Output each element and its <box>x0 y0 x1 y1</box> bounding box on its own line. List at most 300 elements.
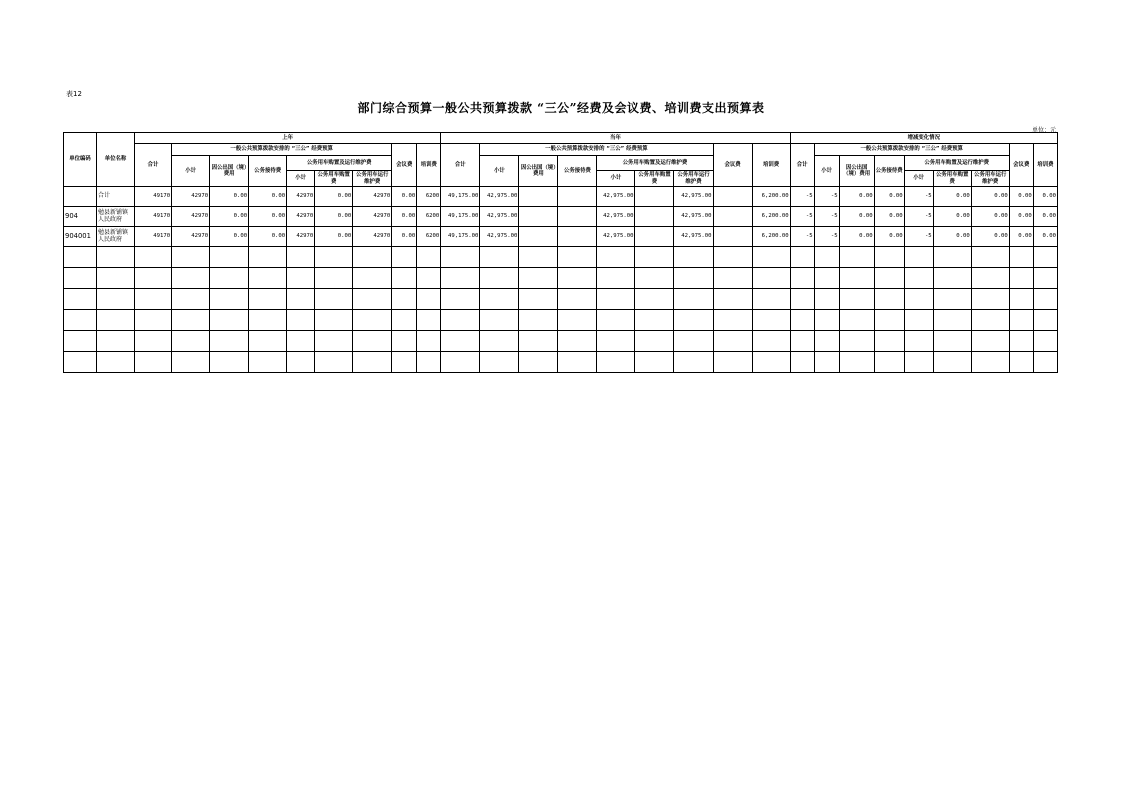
empty-cell <box>971 247 1009 268</box>
change-value-cell: 0.00 <box>1009 207 1033 227</box>
empty-cell <box>315 289 353 310</box>
empty-cell <box>249 268 287 289</box>
empty-cell <box>315 331 353 352</box>
curr-value-cell <box>635 187 674 207</box>
empty-cell <box>64 289 97 310</box>
empty-cell <box>790 310 814 331</box>
header-prev-reception: 公务接待费 <box>249 156 287 187</box>
empty-cell <box>904 352 933 373</box>
empty-cell <box>249 310 287 331</box>
empty-cell <box>971 268 1009 289</box>
empty-cell <box>172 352 210 373</box>
empty-cell <box>971 310 1009 331</box>
empty-cell <box>558 310 597 331</box>
empty-cell <box>210 289 249 310</box>
empty-cell <box>713 352 752 373</box>
change-value-cell: 0.00 <box>971 227 1009 247</box>
curr-value-cell <box>713 207 752 227</box>
empty-cell <box>64 247 97 268</box>
header-change-subtotal: 小计 <box>814 156 839 187</box>
empty-cell <box>874 310 904 331</box>
change-value-cell: 0.00 <box>1009 227 1033 247</box>
empty-cell <box>353 247 392 268</box>
empty-cell <box>64 352 97 373</box>
empty-cell <box>287 352 315 373</box>
empty-cell <box>790 352 814 373</box>
empty-row <box>64 310 1058 331</box>
empty-cell <box>1033 268 1057 289</box>
header-change-sangong: 一般公共预算拨款安排的 “三公” 经费预算 <box>814 144 1009 156</box>
empty-cell <box>417 268 441 289</box>
curr-value-cell: 42,975.00 <box>674 227 713 247</box>
empty-cell <box>1009 352 1033 373</box>
prev-value-cell: 0.00 <box>392 207 417 227</box>
empty-cell <box>752 310 790 331</box>
empty-cell <box>839 247 874 268</box>
prev-value-cell: 42970 <box>353 227 392 247</box>
prev-value-cell: 6200 <box>417 207 441 227</box>
empty-cell <box>519 352 558 373</box>
empty-cell <box>558 289 597 310</box>
empty-cell <box>97 247 135 268</box>
change-value-cell: 0.00 <box>933 207 971 227</box>
empty-cell <box>210 352 249 373</box>
empty-cell <box>874 331 904 352</box>
empty-row <box>64 268 1058 289</box>
header-change-total: 合计 <box>790 144 814 187</box>
empty-cell <box>135 352 172 373</box>
empty-cell <box>933 289 971 310</box>
empty-cell <box>1009 289 1033 310</box>
empty-cell <box>353 331 392 352</box>
change-value-cell: -5 <box>904 227 933 247</box>
empty-cell <box>353 268 392 289</box>
change-value-cell: -5 <box>790 187 814 207</box>
empty-cell <box>635 289 674 310</box>
empty-cell <box>1033 247 1057 268</box>
empty-cell <box>249 247 287 268</box>
empty-cell <box>210 247 249 268</box>
empty-cell <box>874 247 904 268</box>
empty-cell <box>597 331 635 352</box>
empty-cell <box>441 352 480 373</box>
empty-cell <box>315 268 353 289</box>
empty-cell <box>904 289 933 310</box>
empty-cell <box>172 331 210 352</box>
empty-cell <box>1033 331 1057 352</box>
prev-value-cell: 42970 <box>287 187 315 207</box>
empty-cell <box>971 331 1009 352</box>
curr-value-cell <box>519 227 558 247</box>
empty-cell <box>713 289 752 310</box>
empty-cell <box>933 352 971 373</box>
empty-cell <box>752 289 790 310</box>
empty-cell <box>392 331 417 352</box>
table-row <box>64 207 1058 227</box>
table-row <box>64 187 1058 207</box>
empty-cell <box>790 247 814 268</box>
empty-cell <box>249 289 287 310</box>
change-value-cell: -5 <box>790 207 814 227</box>
empty-cell <box>713 310 752 331</box>
header-change-abroad: 因公出国（境）费用 <box>839 156 874 187</box>
curr-value-cell: 42,975.00 <box>597 207 635 227</box>
prev-value-cell: 42970 <box>287 227 315 247</box>
empty-cell <box>97 352 135 373</box>
header-change-vehicle: 公务用车购置及运行维护费 <box>904 156 1009 171</box>
header-curr-meeting: 会议费 <box>713 144 752 187</box>
empty-cell <box>597 310 635 331</box>
empty-cell <box>1033 289 1057 310</box>
empty-cell <box>839 268 874 289</box>
empty-cell <box>752 352 790 373</box>
prev-value-cell: 0.00 <box>249 207 287 227</box>
change-value-cell: 0.00 <box>839 187 874 207</box>
prev-value-cell: 49170 <box>135 187 172 207</box>
empty-cell <box>519 331 558 352</box>
budget-table <box>63 132 1058 373</box>
empty-cell <box>558 247 597 268</box>
empty-cell <box>480 310 519 331</box>
header-prev-training: 培训费 <box>417 144 441 187</box>
empty-cell <box>417 352 441 373</box>
empty-cell <box>635 268 674 289</box>
change-value-cell: 0.00 <box>874 187 904 207</box>
empty-cell <box>814 310 839 331</box>
empty-cell <box>674 268 713 289</box>
change-value-cell: -5 <box>814 187 839 207</box>
empty-cell <box>933 331 971 352</box>
curr-value-cell: 42,975.00 <box>674 187 713 207</box>
curr-value-cell <box>713 187 752 207</box>
prev-value-cell: 6200 <box>417 227 441 247</box>
curr-value-cell: 42,975.00 <box>674 207 713 227</box>
empty-cell <box>353 352 392 373</box>
change-value-cell: 0.00 <box>1033 187 1057 207</box>
unit-code-cell <box>64 187 97 207</box>
header-prev-sangong: 一般公共预算拨款安排的 “三公” 经费预算 <box>172 144 392 156</box>
empty-cell <box>971 289 1009 310</box>
empty-cell <box>287 247 315 268</box>
header-prev-vehicle: 公务用车购置及运行维护费 <box>287 156 392 171</box>
prev-value-cell: 0.00 <box>210 207 249 227</box>
header-unit-name: 单位名称 <box>97 133 135 187</box>
empty-cell <box>1009 331 1033 352</box>
curr-value-cell: 42,975.00 <box>480 187 519 207</box>
header-change-reception: 公务接待费 <box>874 156 904 187</box>
empty-cell <box>441 331 480 352</box>
empty-cell <box>635 331 674 352</box>
empty-cell <box>904 268 933 289</box>
empty-cell <box>635 310 674 331</box>
empty-cell <box>64 310 97 331</box>
empty-cell <box>64 268 97 289</box>
prev-value-cell: 42970 <box>172 227 210 247</box>
change-value-cell: 0.00 <box>1009 187 1033 207</box>
prev-value-cell: 0.00 <box>249 187 287 207</box>
header-curr-subtotal: 小计 <box>480 156 519 187</box>
empty-cell <box>874 289 904 310</box>
empty-cell <box>971 352 1009 373</box>
header-prev-subtotal: 小计 <box>172 156 210 187</box>
empty-cell <box>752 331 790 352</box>
empty-cell <box>480 352 519 373</box>
empty-cell <box>480 268 519 289</box>
header-curr-vehicle-subtotal: 小计 <box>597 171 635 187</box>
prev-value-cell: 6200 <box>417 187 441 207</box>
empty-cell <box>441 310 480 331</box>
curr-value-cell: 42,975.00 <box>480 207 519 227</box>
change-value-cell: 0.00 <box>971 187 1009 207</box>
change-value-cell: 0.00 <box>971 207 1009 227</box>
header-change-vehicle-operation: 公务用车运行维护费 <box>971 171 1009 187</box>
empty-cell <box>597 289 635 310</box>
empty-cell <box>441 268 480 289</box>
empty-cell <box>790 289 814 310</box>
page-title: 部门综合预算一般公共预算拨款 “三公”经费及会议费、培训费支出预算表 <box>357 101 765 115</box>
header-curr-reception: 公务接待费 <box>558 156 597 187</box>
unit-code-cell: 904 <box>64 207 97 227</box>
empty-cell <box>353 289 392 310</box>
empty-cell <box>674 310 713 331</box>
empty-cell <box>315 310 353 331</box>
curr-value-cell: 6,200.00 <box>752 227 790 247</box>
change-value-cell: 0.00 <box>839 207 874 227</box>
empty-cell <box>713 247 752 268</box>
change-value-cell: 0.00 <box>874 207 904 227</box>
empty-cell <box>135 310 172 331</box>
empty-cell <box>814 352 839 373</box>
empty-cell <box>1009 247 1033 268</box>
curr-value-cell: 49,175.00 <box>441 187 480 207</box>
empty-cell <box>287 289 315 310</box>
empty-cell <box>904 310 933 331</box>
header-change-vehicle-purchase: 公务用车购置费 <box>933 171 971 187</box>
empty-cell <box>597 247 635 268</box>
empty-cell <box>172 289 210 310</box>
empty-cell <box>597 268 635 289</box>
prev-value-cell: 0.00 <box>392 227 417 247</box>
empty-cell <box>287 331 315 352</box>
prev-value-cell: 0.00 <box>392 187 417 207</box>
change-value-cell: 0.00 <box>1033 227 1057 247</box>
prev-value-cell: 0.00 <box>315 187 353 207</box>
empty-cell <box>1009 310 1033 331</box>
change-value-cell: 0.00 <box>839 227 874 247</box>
unit-name-cell: 合计 <box>97 187 135 207</box>
empty-cell <box>933 310 971 331</box>
empty-cell <box>519 310 558 331</box>
header-curr-vehicle-purchase: 公务用车购置费 <box>635 171 674 187</box>
empty-row <box>64 352 1058 373</box>
empty-cell <box>210 310 249 331</box>
header-unit-code: 单位编码 <box>64 133 97 187</box>
prev-value-cell: 0.00 <box>210 227 249 247</box>
empty-cell <box>64 331 97 352</box>
empty-cell <box>249 352 287 373</box>
empty-cell <box>97 268 135 289</box>
prev-value-cell: 49170 <box>135 227 172 247</box>
curr-value-cell <box>558 187 597 207</box>
prev-value-cell: 42970 <box>353 207 392 227</box>
empty-cell <box>933 268 971 289</box>
empty-cell <box>172 247 210 268</box>
empty-cell <box>814 247 839 268</box>
prev-value-cell: 0.00 <box>210 187 249 207</box>
header-change-vehicle-subtotal: 小计 <box>904 171 933 187</box>
empty-cell <box>441 289 480 310</box>
empty-cell <box>1033 310 1057 331</box>
empty-cell <box>135 268 172 289</box>
curr-value-cell: 42,975.00 <box>480 227 519 247</box>
empty-cell <box>480 289 519 310</box>
empty-cell <box>172 310 210 331</box>
empty-cell <box>1033 352 1057 373</box>
empty-cell <box>392 352 417 373</box>
unit-name-cell: 勉县新铺镇人民政府 <box>97 207 135 227</box>
empty-cell <box>392 310 417 331</box>
empty-cell <box>814 268 839 289</box>
empty-cell <box>874 352 904 373</box>
header-change-meeting: 会议费 <box>1009 144 1033 187</box>
empty-cell <box>249 331 287 352</box>
empty-row <box>64 247 1058 268</box>
prev-value-cell: 42970 <box>287 207 315 227</box>
empty-cell <box>904 247 933 268</box>
empty-cell <box>441 247 480 268</box>
empty-cell <box>417 289 441 310</box>
empty-cell <box>713 331 752 352</box>
empty-cell <box>839 310 874 331</box>
curr-value-cell: 42,975.00 <box>597 227 635 247</box>
empty-cell <box>417 310 441 331</box>
change-value-cell: -5 <box>904 207 933 227</box>
empty-cell <box>839 331 874 352</box>
header-curr-total: 合计 <box>441 144 480 187</box>
change-value-cell: -5 <box>814 227 839 247</box>
empty-cell <box>135 247 172 268</box>
empty-row <box>64 331 1058 352</box>
empty-cell <box>635 352 674 373</box>
change-value-cell: 0.00 <box>933 227 971 247</box>
empty-cell <box>519 268 558 289</box>
change-value-cell: -5 <box>790 227 814 247</box>
curr-value-cell: 42,975.00 <box>597 187 635 207</box>
curr-value-cell <box>635 207 674 227</box>
empty-cell <box>480 331 519 352</box>
table-code: 表12 <box>66 90 82 98</box>
curr-value-cell <box>558 207 597 227</box>
unit-code-cell: 904001 <box>64 227 97 247</box>
curr-value-cell: 6,200.00 <box>752 187 790 207</box>
change-value-cell: -5 <box>814 207 839 227</box>
change-value-cell: -5 <box>904 187 933 207</box>
prev-value-cell: 42970 <box>172 187 210 207</box>
empty-cell <box>353 310 392 331</box>
empty-cell <box>558 352 597 373</box>
empty-cell <box>814 289 839 310</box>
curr-value-cell <box>713 227 752 247</box>
prev-value-cell: 0.00 <box>315 207 353 227</box>
empty-cell <box>392 247 417 268</box>
empty-cell <box>790 331 814 352</box>
empty-cell <box>933 247 971 268</box>
header-curr-year: 当年 <box>441 133 790 144</box>
curr-value-cell: 6,200.00 <box>752 207 790 227</box>
empty-cell <box>674 289 713 310</box>
empty-cell <box>839 352 874 373</box>
empty-cell <box>519 289 558 310</box>
prev-value-cell: 49170 <box>135 207 172 227</box>
empty-cell <box>814 331 839 352</box>
empty-cell <box>135 289 172 310</box>
change-value-cell: 0.00 <box>874 227 904 247</box>
empty-cell <box>417 247 441 268</box>
empty-cell <box>597 352 635 373</box>
unit-name-cell: 勉县新铺镇人民政府 <box>97 227 135 247</box>
empty-cell <box>713 268 752 289</box>
header-curr-vehicle-operation: 公务用车运行维护费 <box>674 171 713 187</box>
empty-cell <box>210 331 249 352</box>
empty-cell <box>635 247 674 268</box>
empty-cell <box>417 331 441 352</box>
curr-value-cell <box>558 227 597 247</box>
empty-cell <box>97 331 135 352</box>
header-prev-total: 合计 <box>135 144 172 187</box>
empty-cell <box>287 310 315 331</box>
empty-cell <box>392 268 417 289</box>
empty-cell <box>519 247 558 268</box>
header-change: 增减变化情况 <box>790 133 1057 144</box>
header-curr-sangong: 一般公共预算拨款安排的 “三公” 经费预算 <box>480 144 713 156</box>
curr-value-cell <box>519 187 558 207</box>
empty-cell <box>558 331 597 352</box>
table-row <box>64 227 1058 247</box>
empty-cell <box>135 331 172 352</box>
header-prev-vehicle-purchase: 公务用车购置费 <box>315 171 353 187</box>
prev-value-cell: 42970 <box>172 207 210 227</box>
empty-cell <box>97 289 135 310</box>
empty-cell <box>674 352 713 373</box>
empty-cell <box>790 268 814 289</box>
empty-cell <box>1009 268 1033 289</box>
empty-cell <box>172 268 210 289</box>
curr-value-cell: 49,175.00 <box>441 207 480 227</box>
empty-cell <box>752 268 790 289</box>
header-prev-year: 上年 <box>135 133 441 144</box>
header-curr-vehicle: 公务用车购置及运行维护费 <box>597 156 713 171</box>
unit-label: 单位：元 <box>1031 127 1056 134</box>
header-curr-abroad: 因公出国（境）费用 <box>519 156 558 187</box>
empty-cell <box>97 310 135 331</box>
header-prev-vehicle-operation: 公务用车运行维护费 <box>353 171 392 187</box>
empty-cell <box>874 268 904 289</box>
prev-value-cell: 42970 <box>353 187 392 207</box>
curr-value-cell <box>519 207 558 227</box>
header-prev-vehicle-subtotal: 小计 <box>287 171 315 187</box>
empty-cell <box>839 289 874 310</box>
empty-cell <box>210 268 249 289</box>
curr-value-cell <box>635 227 674 247</box>
header-prev-meeting: 会议费 <box>392 144 417 187</box>
empty-cell <box>904 331 933 352</box>
curr-value-cell: 49,175.00 <box>441 227 480 247</box>
empty-row <box>64 289 1058 310</box>
header-change-training: 培训费 <box>1033 144 1057 187</box>
change-value-cell: 0.00 <box>1033 207 1057 227</box>
change-value-cell: 0.00 <box>933 187 971 207</box>
empty-cell <box>392 289 417 310</box>
